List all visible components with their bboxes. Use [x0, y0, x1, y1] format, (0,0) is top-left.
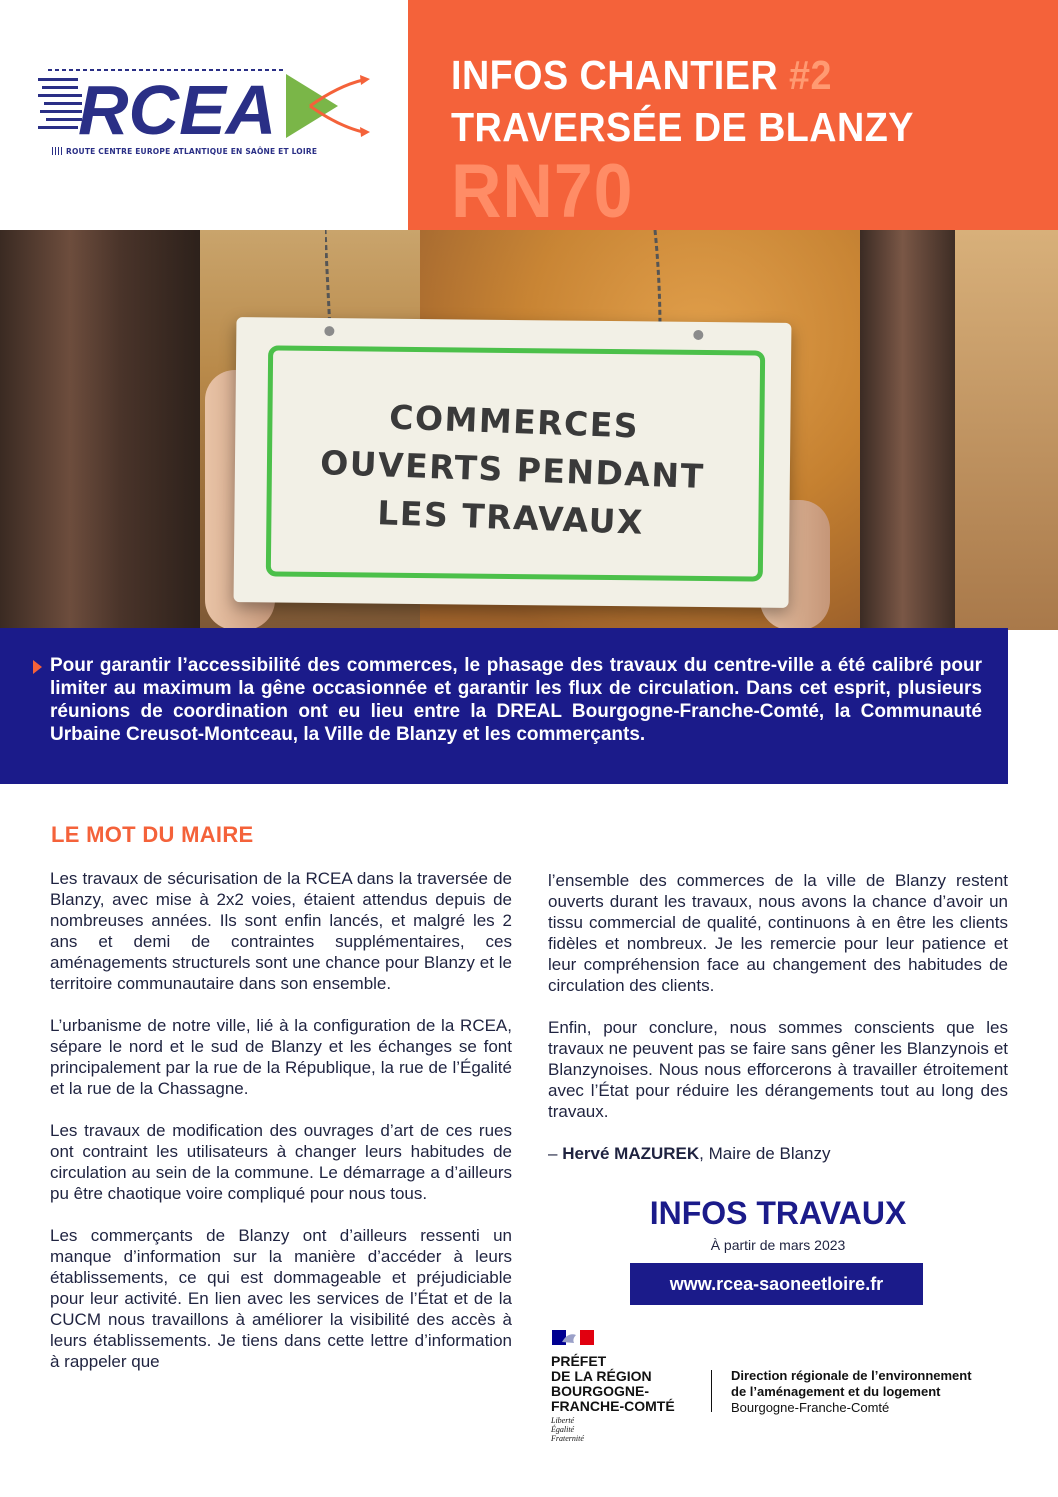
infos-travaux-date: À partir de mars 2023	[710, 1237, 846, 1253]
rcea-logo	[38, 66, 373, 148]
intro-text: Pour garantir l’accessibilité des commerces, le phasage des travaux du centre-ville a été calibré pour limiter au maximum la gêne occasionnée et garantir les flux de circulation. Dans cet esprit, plusieurs réunions de coordination ont eu lieu entre la DREAL Bourgogne-Franche-Comté, la Communauté Urbaine Creusot-Montceau, la Ville de Blanzy et les commerçants.	[50, 655, 982, 745]
bars-icon	[52, 147, 62, 155]
article-column-right	[548, 870, 1008, 1185]
dreal-text	[731, 1368, 972, 1416]
prefet-line: FRANCHE-COMTÉ	[551, 1398, 675, 1414]
signature-role: , Maire de Blanzy	[699, 1144, 831, 1163]
arrow-right-icon	[33, 660, 42, 674]
title-line-1	[451, 52, 832, 98]
footer-divider	[711, 1370, 712, 1412]
sign-line-1: COMMERCES	[388, 397, 640, 446]
door-frame-right	[860, 230, 955, 630]
paragraph: Les travaux de modification des ouvrages d’art de ces rues ont contraint les utilisateurs à changer leurs habitudes de circulation au sein de la commune. Le démarrage a d’ailleurs pu être chaotique voire compliqué pour nous tous.	[50, 1121, 512, 1203]
website-link[interactable]: www.rcea-saoneetloire.fr	[630, 1263, 923, 1305]
title-block	[408, 0, 1058, 230]
marianne-logo-icon	[552, 1330, 594, 1345]
speed-lines-icon	[38, 78, 82, 129]
prefet-line: PRÉFET	[551, 1353, 607, 1369]
hero-photo	[0, 230, 1058, 630]
republic-motto	[551, 1416, 584, 1443]
prefet-line: DE LA RÉGION	[551, 1368, 652, 1384]
title-road-number: RN70	[451, 149, 634, 230]
sign-line-3: LES TRAVAUX	[376, 493, 645, 542]
issue-number: #2	[789, 52, 832, 98]
door-frame-left	[0, 230, 200, 630]
logo-subtitle-text: ROUTE CENTRE EUROPE ATLANTIQUE EN SAÔNE ET LOIRE	[66, 147, 318, 156]
section-title: LE MOT DU MAIRE	[51, 822, 254, 847]
paragraph: Les travaux de sécurisation de la RCEA dans la traversée de Blanzy, avec mise à 2x2 voies, étaient attendus depuis de nombreuses années. Ils sont enfin lancés, et malgré les 2 ans et demi de contraintes supplémentaires, ces aménagements structurels sont une chance pour Blanzy et le territoire communautaire dans son ensemble.	[50, 869, 512, 993]
article-column-left	[50, 868, 512, 1393]
logo-subtitle	[52, 147, 317, 157]
prefet-line: BOURGOGNE-	[551, 1383, 649, 1399]
sign-text	[232, 388, 792, 552]
title-line-2: TRAVERSÉE DE BLANZY	[451, 104, 914, 150]
paragraph: L’urbanisme de notre ville, lié à la configuration de la RCEA, sépare le nord et le sud de Blanzy et les échanges se font principalement par la rue de la République, la rue de l’Égalité et la rue de la Chassagne.	[50, 1016, 512, 1098]
rcea-logo-area	[0, 0, 408, 230]
title-infos-chantier: INFOS CHANTIER	[451, 52, 779, 98]
logo-letters: RCEA	[78, 71, 277, 148]
sign-hole-icon	[324, 326, 334, 336]
infos-travaux-title: INFOS TRAVAUX	[649, 1195, 907, 1231]
signature	[548, 1143, 1008, 1164]
chain-icon	[325, 230, 665, 330]
motto-line: Égalité	[551, 1425, 575, 1434]
paragraph: Enfin, pour conclure, nous sommes conscients que les travaux ne peuvent pas se faire sans gêner les Blanzynois et Blanzynoises. Nous nous efforcerons à travailler étroitement avec l’État pour réduire les dérangements tout au long des travaux.	[548, 1018, 1008, 1121]
paragraph: l’ensemble des commerces de la ville de Blanzy restent ouverts durant les travaux, nous avons la chance d’avoir un tissu commercial de qualité, continuons à en être les clients fidèles et nombreux. Je les remercie pour leur patience et leur compréhension face au changement des habitudes de circulation des clients.	[548, 871, 1008, 995]
motto-line: Fraternité	[551, 1434, 584, 1443]
motto-line: Liberté	[551, 1416, 575, 1425]
paragraph: Les commerçants de Blanzy ont d’ailleurs ressenti un manque d’information sur la manière d’accéder à leurs établissements, ce qui est dommageable et préjudiciable pour leur activité. En lien avec les services de l’État et de la CUCM nous travaillons à améliorer la visibilité des accès à leurs établissements. Je tiens dans cette lettre d’information à rappeler que	[50, 1226, 512, 1371]
dreal-line-1: Direction régionale de l’environnement	[731, 1368, 972, 1383]
dreal-line-3: Bourgogne-Franche-Comté	[731, 1400, 890, 1415]
signature-name: Hervé MAZUREK	[562, 1144, 700, 1163]
signature-dash: –	[548, 1144, 563, 1163]
sign-line-2: OUVERTS PENDANT	[319, 442, 706, 497]
dreal-line-2: de l’aménagement et du logement	[731, 1384, 941, 1399]
sign-hole-icon	[693, 330, 703, 340]
open-sign	[234, 317, 792, 608]
hero-background-right	[955, 230, 1058, 630]
prefet-logo-text	[551, 1354, 675, 1414]
